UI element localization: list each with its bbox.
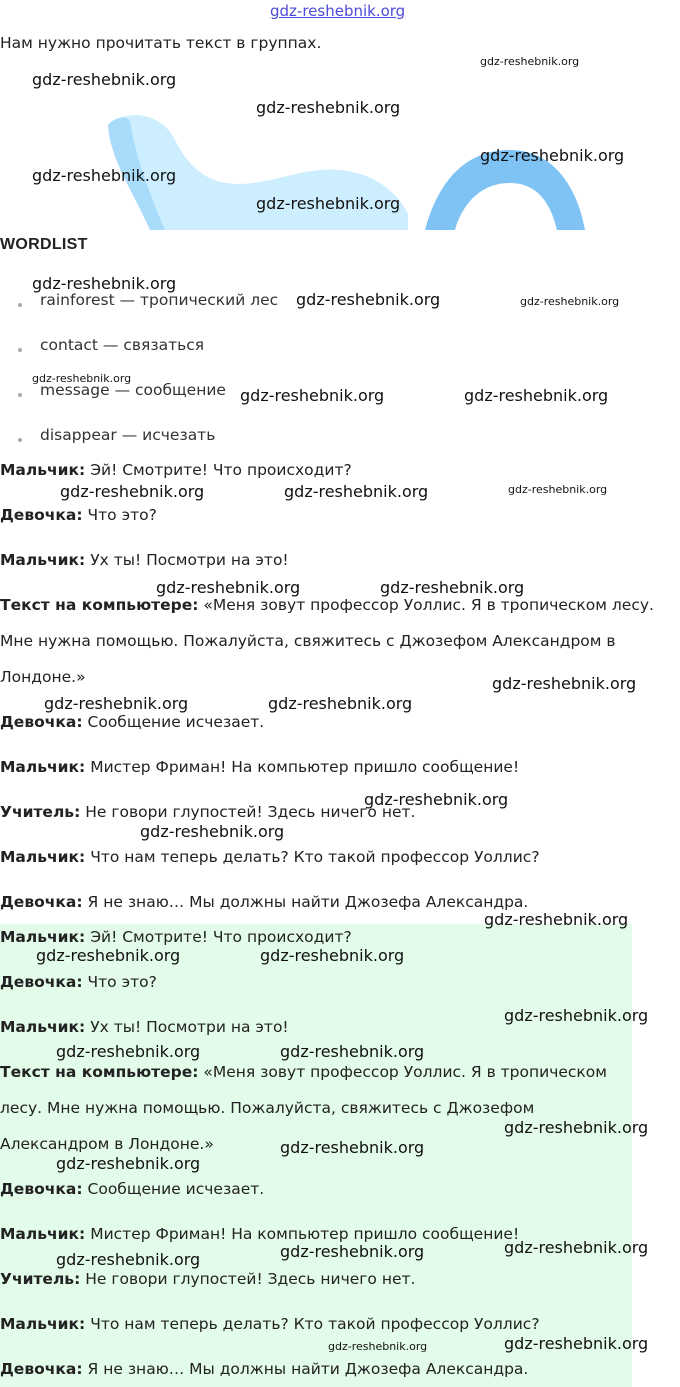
dialogue-text: Не говори глупостей! Здесь ничего нет. — [80, 1270, 416, 1288]
dialogue-line — [0, 1270, 415, 1288]
watermark-text: gdz-reshebnik.org — [364, 790, 509, 809]
intro-text: Нам нужно прочитать текст в группах. — [0, 34, 322, 52]
top-site-link[interactable]: gdz-reshebnik.org — [270, 2, 406, 20]
watermark-text: gdz-reshebnik.org — [240, 386, 385, 405]
watermark-text: gdz-reshebnik.org — [260, 946, 405, 965]
watermark-text: gdz-reshebnik.org — [492, 674, 637, 693]
dialogue-line — [0, 1063, 607, 1081]
watermark-text: gdz-reshebnik.org — [56, 1154, 201, 1173]
dialogue-text: Мистер Фриман! На компьютер пришло сообщение! — [85, 758, 520, 776]
speaker-label: Текст на компьютере: — [0, 596, 199, 614]
watermark-text: gdz-reshebnik.org — [32, 372, 132, 385]
bullet-icon — [18, 393, 22, 397]
speaker-label: Учитель: — [0, 1270, 81, 1288]
watermark-text: gdz-reshebnik.org — [256, 98, 401, 117]
dialogue-text: Что это? — [82, 506, 157, 524]
watermark-text: gdz-reshebnik.org — [504, 1334, 649, 1353]
watermark-text: gdz-reshebnik.org — [280, 1042, 425, 1061]
watermark-text: gdz-reshebnik.org — [156, 578, 301, 597]
speaker-label: Мальчик: — [0, 758, 86, 776]
dialogue-text: Я не знаю… Мы должны найти Джозефа Александра. — [82, 1360, 529, 1378]
dialogue-text: Эй! Смотрите! Что происходит? — [85, 461, 352, 479]
dialogue-line — [0, 713, 264, 731]
wordlist-item: disappear — исчезать — [40, 426, 216, 444]
watermark-text: gdz-reshebnik.org — [60, 482, 205, 501]
dialogue-line — [0, 848, 540, 866]
dialogue-line — [0, 1180, 264, 1198]
speaker-label: Девочка: — [0, 1360, 83, 1378]
dialogue-text: Я не знаю… Мы должны найти Джозефа Александра. — [82, 893, 529, 911]
dialogue-line — [0, 506, 157, 524]
speaker-label: Мальчик: — [0, 1315, 86, 1333]
dialogue-line — [0, 1315, 540, 1333]
watermark-text: gdz-reshebnik.org — [508, 483, 608, 496]
watermark-text: gdz-reshebnik.org — [140, 822, 285, 841]
speaker-label: Учитель: — [0, 803, 81, 821]
watermark-text: gdz-reshebnik.org — [280, 1242, 425, 1261]
watermark-text: gdz-reshebnik.org — [484, 910, 629, 929]
watermark-text: gdz-reshebnik.org — [280, 1138, 425, 1157]
dialogue-text: лесу. Мне нужна помощью. Пожалуйста, свяжитесь с Джозефом — [0, 1099, 535, 1117]
watermark-text: gdz-reshebnik.org — [56, 1042, 201, 1061]
watermark-text: gdz-reshebnik.org — [284, 482, 429, 501]
watermark-text: gdz-reshebnik.org — [464, 386, 609, 405]
watermark-text: gdz-reshebnik.org — [504, 1118, 649, 1137]
dialogue-text: Сообщение исчезает. — [82, 1180, 265, 1198]
watermark-text: gdz-reshebnik.org — [480, 146, 625, 165]
speaker-label: Девочка: — [0, 1180, 83, 1198]
dialogue-line — [0, 1099, 534, 1117]
dialogue-line — [0, 1225, 519, 1243]
wordlist-title: WORDLIST — [0, 236, 88, 253]
dialogue-text: Что это? — [82, 973, 157, 991]
bullet-icon — [18, 438, 22, 442]
watermark-text: gdz-reshebnik.org — [56, 1250, 201, 1269]
dialogue-text: «Меня зовут профессор Уоллис. Я в тропическом — [198, 1063, 607, 1081]
speaker-label: Мальчик: — [0, 1225, 86, 1243]
watermark-text: gdz-reshebnik.org — [480, 55, 580, 68]
dialogue-line — [0, 1360, 528, 1378]
speaker-label: Девочка: — [0, 973, 83, 991]
dialogue-text: Мне нужна помощью. Пожалуйста, свяжитесь с Джозефом Александром в — [0, 632, 616, 650]
wordlist-item: message — сообщение — [40, 381, 226, 399]
watermark-text: gdz-reshebnik.org — [504, 1238, 649, 1257]
speaker-label: Мальчик: — [0, 551, 86, 569]
dialogue-text: Не говори глупостей! Здесь ничего нет. — [80, 803, 416, 821]
dialogue-text: Эй! Смотрите! Что происходит? — [85, 928, 352, 946]
watermark-text: gdz-reshebnik.org — [504, 1006, 649, 1025]
wordlist-item: rainforest — тропический лес — [40, 291, 279, 309]
dialogue-text: Ух ты! Посмотри на это! — [85, 1018, 289, 1036]
speaker-label: Мальчик: — [0, 461, 86, 479]
watermark-text: gdz-reshebnik.org — [32, 70, 177, 89]
dialogue-line — [0, 928, 352, 946]
watermark-text: gdz-reshebnik.org — [328, 1340, 428, 1353]
watermark-text: gdz-reshebnik.org — [32, 274, 177, 293]
dialogue-line — [0, 1135, 214, 1153]
speaker-label: Мальчик: — [0, 1018, 86, 1036]
dialogue-line — [0, 668, 86, 686]
dialogue-text: Ух ты! Посмотри на это! — [85, 551, 289, 569]
speaker-label: Девочка: — [0, 506, 83, 524]
speaker-label: Девочка: — [0, 713, 83, 731]
dialogue-text: Мистер Фриман! На компьютер пришло сообщение! — [85, 1225, 520, 1243]
watermark-text: gdz-reshebnik.org — [44, 694, 189, 713]
dialogue-line — [0, 1018, 289, 1036]
dialogue-text: Лондоне.» — [0, 668, 86, 686]
dialogue-line — [0, 893, 528, 911]
dialogue-text: «Меня зовут профессор Уоллис. Я в тропическом лесу. — [198, 596, 654, 614]
dialogue-line — [0, 758, 519, 776]
bullet-icon — [18, 303, 22, 307]
dialogue-text: Александром в Лондоне.» — [0, 1135, 214, 1153]
speaker-label: Мальчик: — [0, 928, 86, 946]
watermark-text: gdz-reshebnik.org — [256, 194, 401, 213]
dialogue-text: Что нам теперь делать? Кто такой профессор Уоллис? — [85, 848, 540, 866]
dialogue-line — [0, 973, 157, 991]
speaker-label: Мальчик: — [0, 848, 86, 866]
dialogue-line — [0, 596, 654, 614]
wordlist-item: contact — связаться — [40, 336, 205, 354]
watermark-text: gdz-reshebnik.org — [268, 694, 413, 713]
dialogue-line — [0, 632, 616, 650]
watermark-text: gdz-reshebnik.org — [380, 578, 525, 597]
speaker-label: Текст на компьютере: — [0, 1063, 199, 1081]
speaker-label: Девочка: — [0, 893, 83, 911]
dialogue-text: Сообщение исчезает. — [82, 713, 265, 731]
dialogue-line — [0, 461, 352, 479]
watermark-text: gdz-reshebnik.org — [520, 295, 620, 308]
watermark-text: gdz-reshebnik.org — [36, 946, 181, 965]
watermark-text: gdz-reshebnik.org — [32, 166, 177, 185]
bullet-icon — [18, 348, 22, 352]
dialogue-text: Что нам теперь делать? Кто такой профессор Уоллис? — [85, 1315, 540, 1333]
dialogue-line — [0, 803, 415, 821]
watermark-text: gdz-reshebnik.org — [296, 290, 441, 309]
dialogue-line — [0, 551, 289, 569]
